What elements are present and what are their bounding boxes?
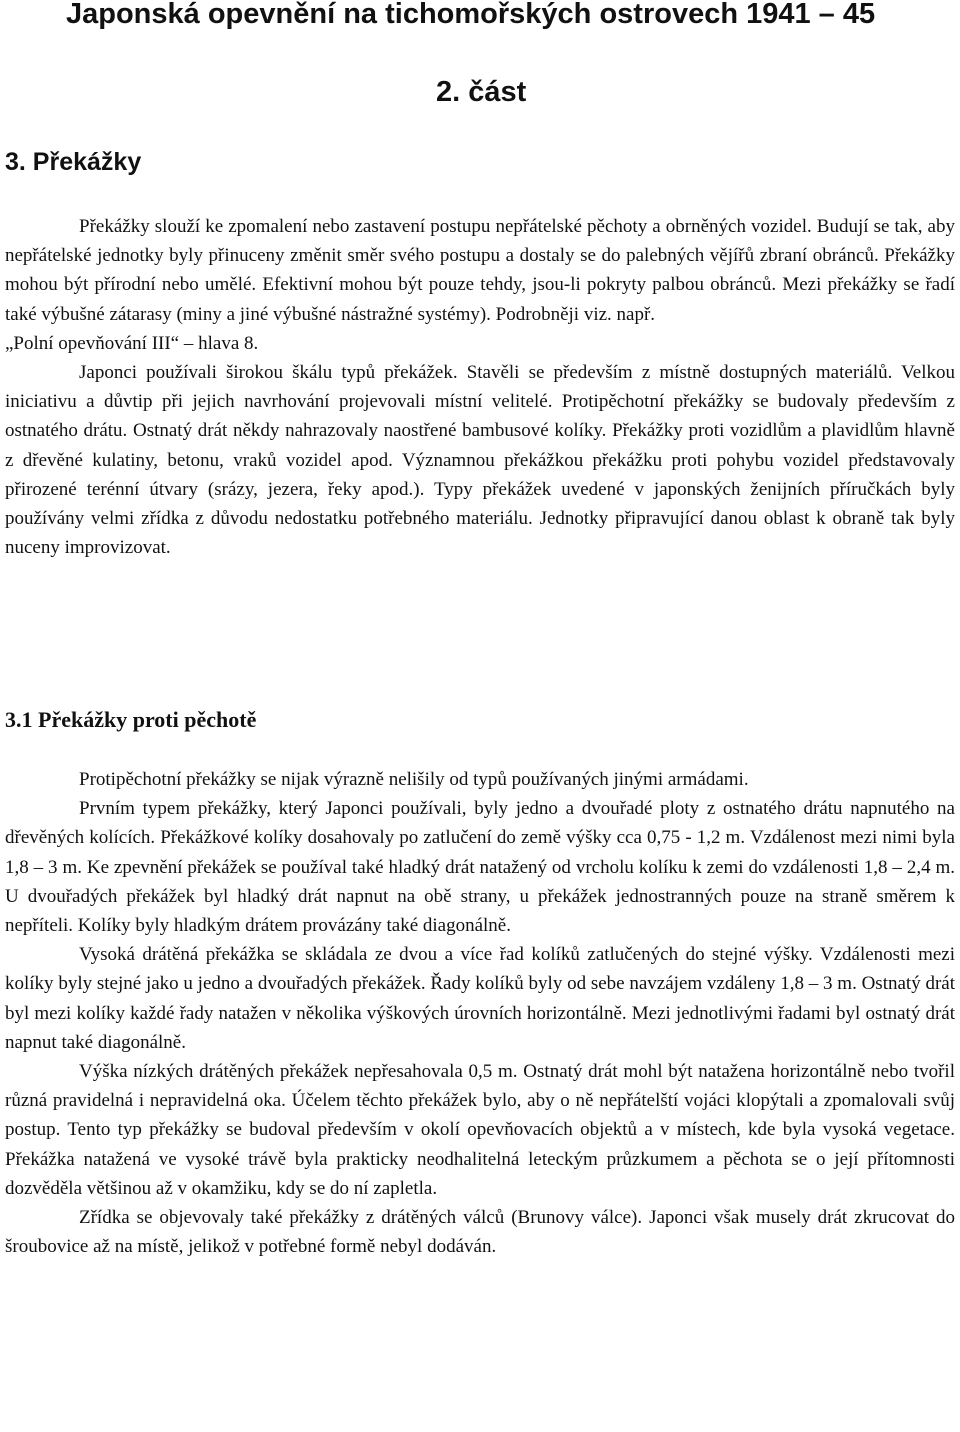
paragraph: Výška nízkých drátěných překážek nepřesahovala 0,5 m. Ostnatý drát mohl být natažena horizontálně nebo tvořil různá pravidelná i nepravidelná oka. Účelem těchto překážek bylo, aby o ně nepřátelští vojáci klopýtali a zpomalovali svůj postup. Tento typ překážky se budoval především v okolí opevňovacích objektů a v místech, kde byla vysoká vegetace. Překážka natažená ve vysoké trávě byla prakticky neodhalitelná leteckým průzkumem a pěchota se o její přítomnosti dozvěděla většinou až v okamžiku, kdy se do ní zapletla. [5,1061,955,1199]
paragraph: Prvním typem překážky, který Japonci používali, byly jedno a dvouřadé ploty z ostnatého drátu napnutého na dřevěných kolících. Překážkové kolíky dosahovaly po zatlučení do země výšky cca 0,75 - 1,2 m. Vzdálenost mezi nimi byla 1,8 – 3 m. Ke zpevnění překážek se používal také hladký drát natažený od vrcholu kolíku k zemi do vzdálenosti 1,8 – 2,4 m. U dvouřadých překážek byl hladký drát napnut na obě strany, u překážek jednostranných pouze na straně směrem k nepříteli. Kolíky byly hladkým drátem provázány také diagonálně. [5,798,955,937]
section-heading: 3. Překážky [5,148,142,176]
document-subtitle: 2. část [436,76,527,108]
subsection-heading: 3.1 Překážky proti pěchotě [5,707,257,732]
paragraph: Zřídka se objevovaly také překážky z drátěných válců (Brunovy válce). Japonci však musely drát zkrucovat do šroubovice až na místě, jelikož v potřebné formě nebyl dodáván. [5,1207,955,1258]
infantry-obstacles-text [5,765,955,1261]
paragraph: Vysoká drátěná překážka se skládala ze dvou a více řad kolíků zatlučených do stejné výšky. Vzdálenosti mezi kolíky byly stejné jako u jedno a dvouřadých překážek. Řady kolíků byly od sebe navzájem vzdáleny 1,8 – 3 m. Ostnatý drát byl mezi kolíky každé řady natažen v několika výškových úrovních horizontálně. Mezi jednotlivými řadami byl ostnatý drát napnut také diagonálně. [5,944,955,1053]
document-title: Japonská opevnění na tichomořských ostrovech 1941 – 45 [66,0,876,30]
paragraph: Japonci používali širokou škálu typů překážek. Stavěli se především z místně dostupných materiálů. Velkou iniciativu a důvtip při jejich navrhování projevovali místní velitelé. Protipěchotní překážky se budovaly především z ostnatého drátu. Ostnatý drát někdy nahrazovaly naostřené bambusové kolíky. Překážky proti vozidlům a plavidlům hlavně z dřevěné kulatiny, betonu, vraků vozidel apod. Významnou překážkou překážku proti pohybu vozidel představovaly přirozené terénní útvary (srázy, jezera, řeky apod.). Typy překážek uvedené v japonských ženijních příručkách byly používány velmi zřídka z důvodu nedostatku potřebného materiálu. Jednotky připravující danou oblast k obraně tak byly nuceny improvizovat. [5,362,955,559]
intro-text [5,212,955,562]
paragraph: „Polní opevňování III“ – hlava 8. [5,332,259,354]
paragraph: Protipěchotní překážky se nijak výrazně nelišily od typů používaných jinými armádami. [79,769,749,790]
paragraph: Překážky slouží ke zpomalení nebo zastavení postupu nepřátelské pěchoty a obrněných vozidel. Budují se tak, aby nepřátelské jednotky byly přinuceny změnit směr svého postupu a dostaly se do palebných vějířů zbraní obránců. Překážky mohou být přírodní nebo umělé. Efektivní mohou být pouze tehdy, jsou-li pokryty palbou obránců. Mezi překážky se řadí také výbušné zátarasy (miny a jiné výbušné nástražné systémy). Podrobněji viz. např. [5,216,955,325]
